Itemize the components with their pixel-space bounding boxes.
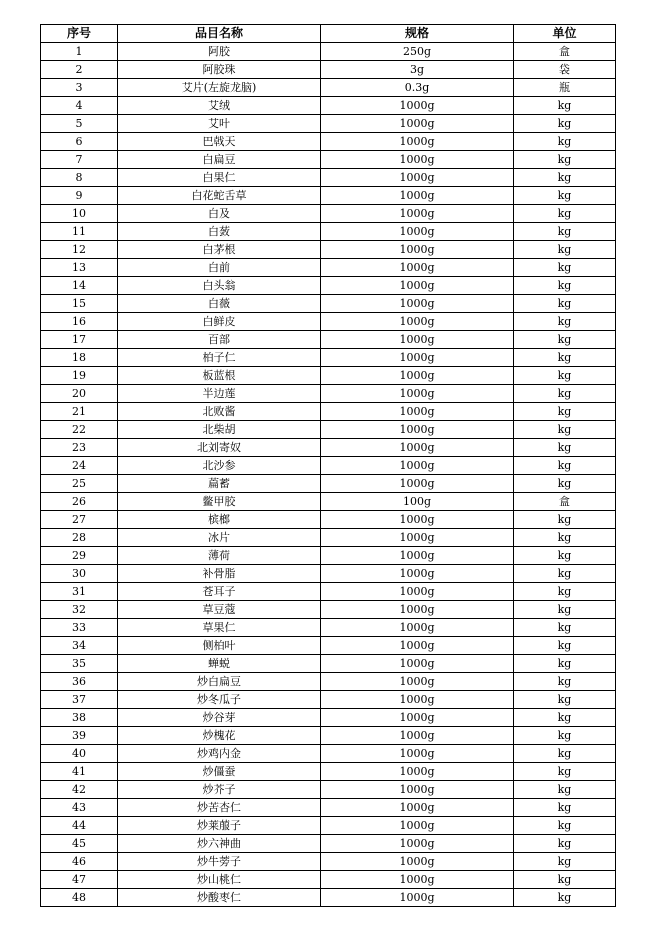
table-row xyxy=(41,79,616,97)
table-row xyxy=(41,547,616,565)
cell-item-name: 北柴胡 xyxy=(118,421,321,439)
cell-unit: kg xyxy=(514,385,616,403)
cell-item-name: 草豆蔻 xyxy=(118,601,321,619)
cell-item-name: 半边莲 xyxy=(118,385,321,403)
cell-item-name: 炒芥子 xyxy=(118,781,321,799)
cell-unit: kg xyxy=(514,295,616,313)
cell-spec: 1000g xyxy=(321,745,514,763)
cell-spec: 1000g xyxy=(321,853,514,871)
table-row xyxy=(41,367,616,385)
table-row xyxy=(41,673,616,691)
cell-unit: kg xyxy=(514,241,616,259)
table-row xyxy=(41,709,616,727)
cell-spec: 1000g xyxy=(321,601,514,619)
cell-spec: 100g xyxy=(321,493,514,511)
cell-item-name: 白果仁 xyxy=(118,169,321,187)
cell-index: 46 xyxy=(41,853,118,871)
table-row xyxy=(41,655,616,673)
cell-index: 26 xyxy=(41,493,118,511)
table-row xyxy=(41,619,616,637)
table-row xyxy=(41,115,616,133)
header-index: 序号 xyxy=(41,25,118,43)
table-row xyxy=(41,151,616,169)
table-row xyxy=(41,601,616,619)
cell-item-name: 白及 xyxy=(118,205,321,223)
cell-spec: 1000g xyxy=(321,889,514,907)
cell-unit: kg xyxy=(514,691,616,709)
cell-index: 19 xyxy=(41,367,118,385)
table-row xyxy=(41,781,616,799)
cell-index: 2 xyxy=(41,61,118,79)
table-row xyxy=(41,637,616,655)
cell-index: 29 xyxy=(41,547,118,565)
cell-item-name: 白头翁 xyxy=(118,277,321,295)
table-row xyxy=(41,745,616,763)
cell-spec: 1000g xyxy=(321,817,514,835)
header-unit: 单位 xyxy=(514,25,616,43)
cell-spec: 1000g xyxy=(321,385,514,403)
cell-item-name: 阿胶珠 xyxy=(118,61,321,79)
table-row xyxy=(41,295,616,313)
cell-index: 17 xyxy=(41,331,118,349)
table-row xyxy=(41,457,616,475)
cell-unit: kg xyxy=(514,205,616,223)
table-row xyxy=(41,439,616,457)
cell-unit: kg xyxy=(514,889,616,907)
table-row xyxy=(41,421,616,439)
cell-item-name: 艾叶 xyxy=(118,115,321,133)
cell-unit: kg xyxy=(514,421,616,439)
cell-unit: kg xyxy=(514,403,616,421)
cell-spec: 1000g xyxy=(321,205,514,223)
cell-spec: 1000g xyxy=(321,673,514,691)
cell-spec: 1000g xyxy=(321,529,514,547)
table-row xyxy=(41,565,616,583)
cell-spec: 1000g xyxy=(321,259,514,277)
cell-unit: kg xyxy=(514,511,616,529)
cell-spec: 1000g xyxy=(321,133,514,151)
cell-index: 16 xyxy=(41,313,118,331)
table-row xyxy=(41,691,616,709)
cell-unit: kg xyxy=(514,331,616,349)
cell-item-name: 白花蛇舌草 xyxy=(118,187,321,205)
cell-unit: kg xyxy=(514,655,616,673)
table-row xyxy=(41,61,616,79)
cell-index: 25 xyxy=(41,475,118,493)
cell-item-name: 槟榔 xyxy=(118,511,321,529)
cell-item-name: 白前 xyxy=(118,259,321,277)
header-spec: 规格 xyxy=(321,25,514,43)
cell-index: 10 xyxy=(41,205,118,223)
cell-item-name: 炒白扁豆 xyxy=(118,673,321,691)
cell-item-name: 阿胶 xyxy=(118,43,321,61)
cell-unit: kg xyxy=(514,583,616,601)
cell-unit: 盒 xyxy=(514,493,616,511)
header-item-name: 品目名称 xyxy=(118,25,321,43)
cell-unit: kg xyxy=(514,457,616,475)
cell-index: 27 xyxy=(41,511,118,529)
cell-index: 13 xyxy=(41,259,118,277)
cell-spec: 1000g xyxy=(321,835,514,853)
table-row xyxy=(41,835,616,853)
cell-item-name: 草果仁 xyxy=(118,619,321,637)
cell-unit: kg xyxy=(514,745,616,763)
cell-spec: 1000g xyxy=(321,313,514,331)
cell-item-name: 鳖甲胶 xyxy=(118,493,321,511)
table-row xyxy=(41,529,616,547)
cell-item-name: 北败酱 xyxy=(118,403,321,421)
cell-index: 7 xyxy=(41,151,118,169)
cell-index: 39 xyxy=(41,727,118,745)
cell-unit: kg xyxy=(514,619,616,637)
cell-item-name: 冰片 xyxy=(118,529,321,547)
cell-item-name: 薄荷 xyxy=(118,547,321,565)
cell-unit: kg xyxy=(514,673,616,691)
cell-unit: kg xyxy=(514,547,616,565)
cell-unit: 瓶 xyxy=(514,79,616,97)
cell-unit: kg xyxy=(514,565,616,583)
cell-index: 12 xyxy=(41,241,118,259)
cell-item-name: 炒谷芽 xyxy=(118,709,321,727)
table-row xyxy=(41,493,616,511)
cell-spec: 1000g xyxy=(321,331,514,349)
cell-index: 30 xyxy=(41,565,118,583)
cell-unit: kg xyxy=(514,151,616,169)
cell-spec: 1000g xyxy=(321,475,514,493)
cell-item-name: 炒僵蚕 xyxy=(118,763,321,781)
cell-spec: 1000g xyxy=(321,187,514,205)
table-row xyxy=(41,331,616,349)
table-body xyxy=(41,43,616,907)
cell-spec: 1000g xyxy=(321,115,514,133)
cell-index: 40 xyxy=(41,745,118,763)
cell-item-name: 艾片(左旋龙脑) xyxy=(118,79,321,97)
cell-item-name: 北刘寄奴 xyxy=(118,439,321,457)
cell-spec: 1000g xyxy=(321,241,514,259)
cell-unit: kg xyxy=(514,637,616,655)
table-row xyxy=(41,277,616,295)
cell-index: 38 xyxy=(41,709,118,727)
cell-item-name: 炒酸枣仁 xyxy=(118,889,321,907)
table-row xyxy=(41,763,616,781)
cell-unit: kg xyxy=(514,601,616,619)
cell-item-name: 侧柏叶 xyxy=(118,637,321,655)
table-row xyxy=(41,817,616,835)
cell-item-name: 炒苦杏仁 xyxy=(118,799,321,817)
cell-index: 4 xyxy=(41,97,118,115)
cell-unit: kg xyxy=(514,853,616,871)
table-row xyxy=(41,133,616,151)
cell-item-name: 炒鸡内金 xyxy=(118,745,321,763)
table-row xyxy=(41,205,616,223)
cell-unit: kg xyxy=(514,169,616,187)
cell-item-name: 白扁豆 xyxy=(118,151,321,169)
table-row xyxy=(41,313,616,331)
cell-unit: kg xyxy=(514,367,616,385)
table-row xyxy=(41,799,616,817)
cell-unit: kg xyxy=(514,763,616,781)
cell-index: 34 xyxy=(41,637,118,655)
cell-spec: 1000g xyxy=(321,223,514,241)
cell-index: 32 xyxy=(41,601,118,619)
cell-item-name: 炒莱菔子 xyxy=(118,817,321,835)
cell-spec: 0.3g xyxy=(321,79,514,97)
cell-item-name: 炒冬瓜子 xyxy=(118,691,321,709)
cell-unit: kg xyxy=(514,529,616,547)
cell-unit: 盒 xyxy=(514,43,616,61)
cell-index: 41 xyxy=(41,763,118,781)
table-row xyxy=(41,583,616,601)
cell-spec: 1000g xyxy=(321,403,514,421)
cell-item-name: 苍耳子 xyxy=(118,583,321,601)
cell-spec: 1000g xyxy=(321,511,514,529)
cell-index: 1 xyxy=(41,43,118,61)
cell-item-name: 炒槐花 xyxy=(118,727,321,745)
cell-spec: 1000g xyxy=(321,547,514,565)
cell-index: 42 xyxy=(41,781,118,799)
cell-spec: 1000g xyxy=(321,691,514,709)
cell-spec: 250g xyxy=(321,43,514,61)
cell-item-name: 蝉蜕 xyxy=(118,655,321,673)
cell-index: 37 xyxy=(41,691,118,709)
table-row xyxy=(41,187,616,205)
cell-unit: kg xyxy=(514,835,616,853)
cell-index: 44 xyxy=(41,817,118,835)
cell-item-name: 百部 xyxy=(118,331,321,349)
cell-index: 28 xyxy=(41,529,118,547)
cell-spec: 1000g xyxy=(321,871,514,889)
cell-spec: 1000g xyxy=(321,709,514,727)
cell-item-name: 白茅根 xyxy=(118,241,321,259)
table-row xyxy=(41,889,616,907)
table-row xyxy=(41,97,616,115)
cell-spec: 1000g xyxy=(321,277,514,295)
cell-spec: 1000g xyxy=(321,295,514,313)
cell-index: 45 xyxy=(41,835,118,853)
cell-spec: 1000g xyxy=(321,439,514,457)
cell-unit: 袋 xyxy=(514,61,616,79)
drug-list-table xyxy=(40,24,616,907)
cell-index: 31 xyxy=(41,583,118,601)
cell-index: 9 xyxy=(41,187,118,205)
cell-item-name: 炒山桃仁 xyxy=(118,871,321,889)
cell-unit: kg xyxy=(514,799,616,817)
cell-index: 21 xyxy=(41,403,118,421)
table-row xyxy=(41,871,616,889)
cell-unit: kg xyxy=(514,709,616,727)
cell-item-name: 北沙参 xyxy=(118,457,321,475)
cell-spec: 1000g xyxy=(321,637,514,655)
cell-index: 18 xyxy=(41,349,118,367)
cell-index: 48 xyxy=(41,889,118,907)
cell-spec: 1000g xyxy=(321,565,514,583)
cell-unit: kg xyxy=(514,133,616,151)
cell-index: 24 xyxy=(41,457,118,475)
cell-unit: kg xyxy=(514,439,616,457)
cell-index: 14 xyxy=(41,277,118,295)
cell-unit: kg xyxy=(514,97,616,115)
cell-spec: 1000g xyxy=(321,349,514,367)
cell-spec: 1000g xyxy=(321,457,514,475)
table-row xyxy=(41,385,616,403)
cell-unit: kg xyxy=(514,115,616,133)
cell-item-name: 巴戟天 xyxy=(118,133,321,151)
table-row xyxy=(41,349,616,367)
cell-spec: 1000g xyxy=(321,655,514,673)
cell-index: 23 xyxy=(41,439,118,457)
table-row xyxy=(41,727,616,745)
table-row xyxy=(41,241,616,259)
table-row xyxy=(41,475,616,493)
table-row xyxy=(41,853,616,871)
cell-index: 11 xyxy=(41,223,118,241)
cell-unit: kg xyxy=(514,817,616,835)
cell-spec: 1000g xyxy=(321,799,514,817)
cell-index: 47 xyxy=(41,871,118,889)
cell-index: 33 xyxy=(41,619,118,637)
cell-index: 20 xyxy=(41,385,118,403)
table-row xyxy=(41,223,616,241)
cell-item-name: 补骨脂 xyxy=(118,565,321,583)
cell-index: 5 xyxy=(41,115,118,133)
cell-spec: 1000g xyxy=(321,367,514,385)
cell-unit: kg xyxy=(514,475,616,493)
cell-spec: 1000g xyxy=(321,619,514,637)
cell-item-name: 柏子仁 xyxy=(118,349,321,367)
cell-index: 22 xyxy=(41,421,118,439)
cell-item-name: 炒六神曲 xyxy=(118,835,321,853)
cell-spec: 1000g xyxy=(321,727,514,745)
cell-spec: 1000g xyxy=(321,781,514,799)
cell-item-name: 艾绒 xyxy=(118,97,321,115)
cell-spec: 1000g xyxy=(321,763,514,781)
cell-item-name: 白鲜皮 xyxy=(118,313,321,331)
cell-index: 36 xyxy=(41,673,118,691)
cell-index: 8 xyxy=(41,169,118,187)
cell-item-name: 萹蓄 xyxy=(118,475,321,493)
cell-unit: kg xyxy=(514,187,616,205)
cell-index: 6 xyxy=(41,133,118,151)
cell-index: 15 xyxy=(41,295,118,313)
cell-spec: 1000g xyxy=(321,151,514,169)
cell-unit: kg xyxy=(514,727,616,745)
cell-unit: kg xyxy=(514,223,616,241)
table-row xyxy=(41,403,616,421)
cell-index: 35 xyxy=(41,655,118,673)
cell-item-name: 白蔹 xyxy=(118,223,321,241)
cell-unit: kg xyxy=(514,871,616,889)
table-row xyxy=(41,259,616,277)
cell-item-name: 板蓝根 xyxy=(118,367,321,385)
header-row xyxy=(41,25,616,43)
cell-spec: 3g xyxy=(321,61,514,79)
table-row xyxy=(41,43,616,61)
cell-unit: kg xyxy=(514,781,616,799)
cell-unit: kg xyxy=(514,313,616,331)
cell-spec: 1000g xyxy=(321,583,514,601)
cell-index: 43 xyxy=(41,799,118,817)
cell-spec: 1000g xyxy=(321,421,514,439)
cell-item-name: 炒牛蒡子 xyxy=(118,853,321,871)
cell-spec: 1000g xyxy=(321,97,514,115)
cell-unit: kg xyxy=(514,349,616,367)
cell-index: 3 xyxy=(41,79,118,97)
cell-unit: kg xyxy=(514,259,616,277)
table-row xyxy=(41,169,616,187)
cell-unit: kg xyxy=(514,277,616,295)
cell-item-name: 白薇 xyxy=(118,295,321,313)
cell-spec: 1000g xyxy=(321,169,514,187)
table-row xyxy=(41,511,616,529)
